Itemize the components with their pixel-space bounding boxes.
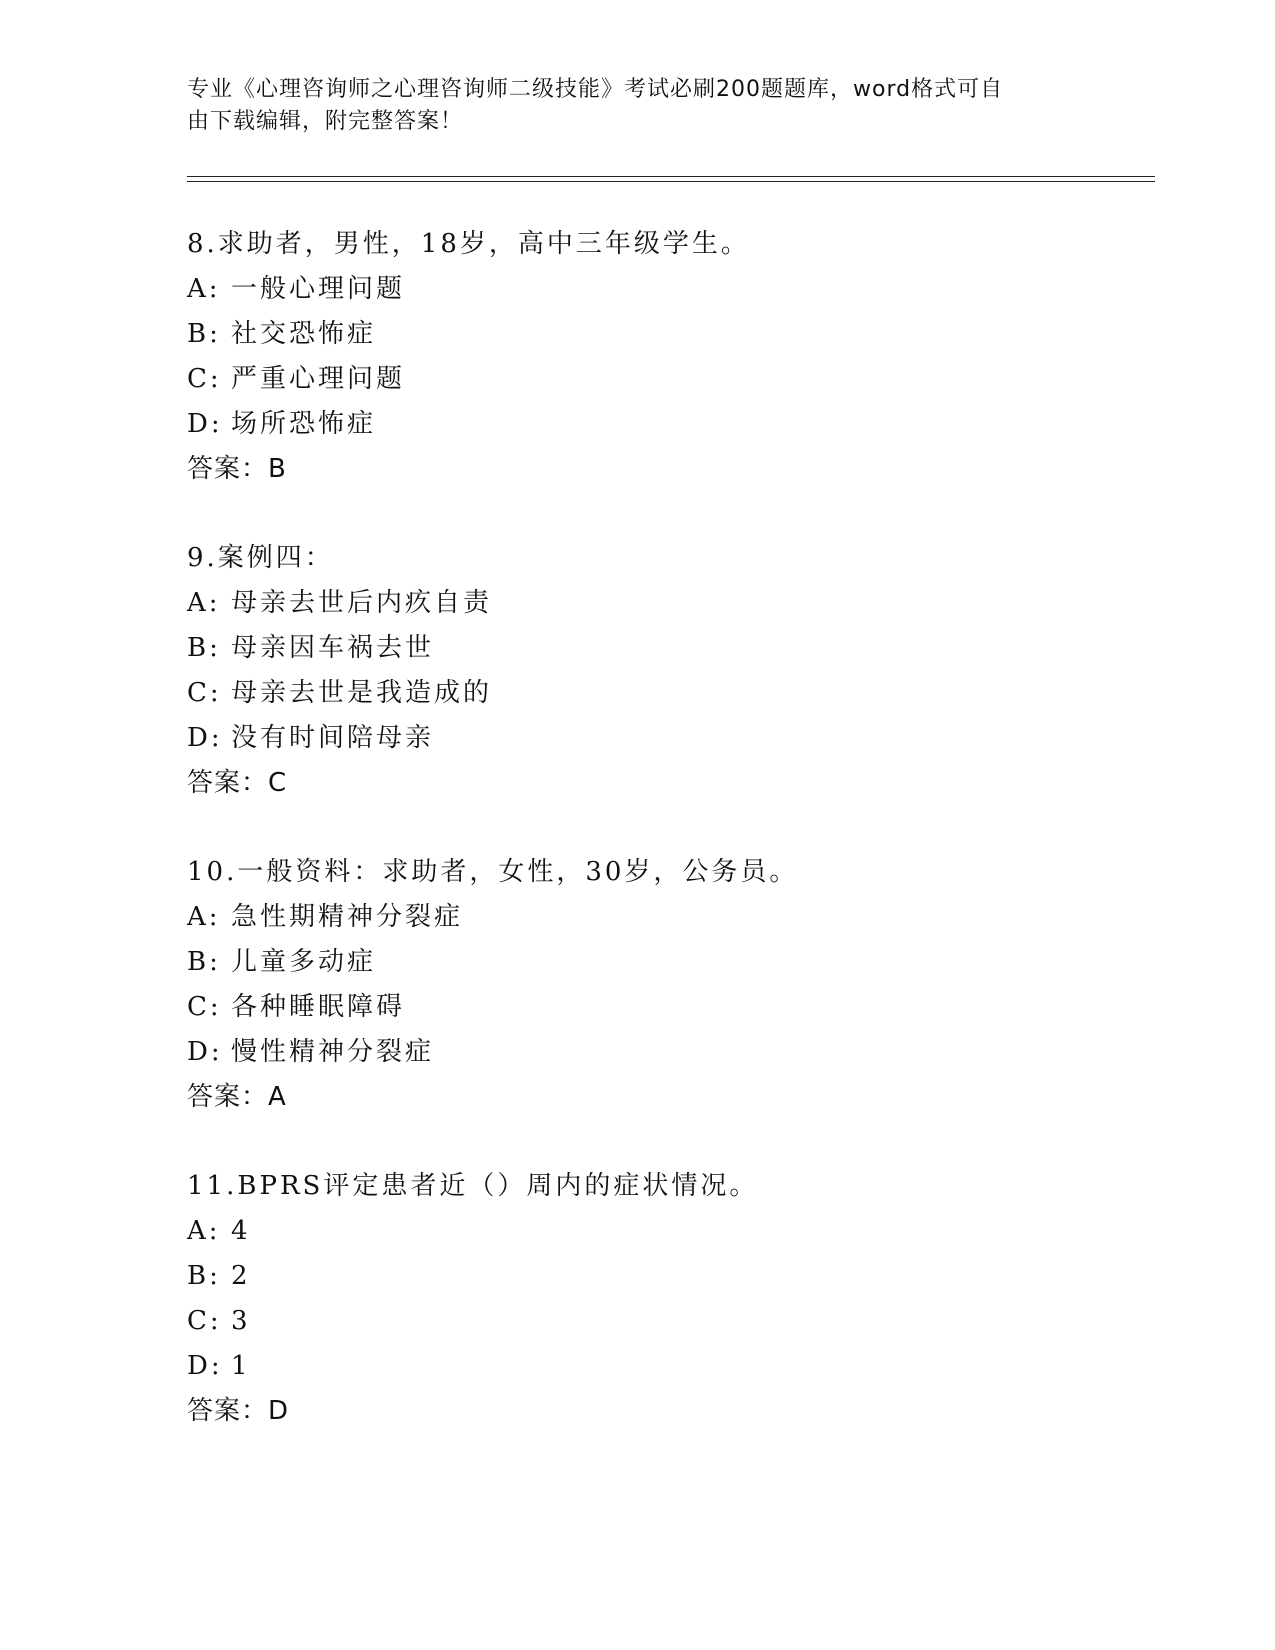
- option-letter: D:: [187, 409, 223, 439]
- question-title: 8.求助者，男性，18岁，高中三年级学生。: [187, 229, 750, 259]
- header-divider: [187, 176, 1155, 182]
- option-a: [187, 895, 1147, 940]
- answer: 答案：D: [187, 1396, 290, 1426]
- option-letter: A:: [187, 902, 221, 932]
- option-text: 3: [231, 1306, 251, 1336]
- option-text: 2: [231, 1261, 251, 1291]
- question-8: [187, 222, 1147, 492]
- option-c: [187, 357, 1147, 402]
- question-9: [187, 536, 1147, 806]
- option-letter: D:: [187, 1037, 223, 1067]
- option-b: [187, 312, 1147, 357]
- option-letter: A:: [187, 1216, 221, 1246]
- option-text: 儿童多动症: [231, 947, 377, 977]
- option-text: 没有时间陪母亲: [231, 723, 435, 753]
- option-letter: B:: [187, 319, 221, 349]
- option-letter: A:: [187, 588, 221, 618]
- option-a: [187, 581, 1147, 626]
- option-letter: D:: [187, 723, 223, 753]
- option-text: 场所恐怖症: [231, 409, 377, 439]
- option-text: 严重心理问题: [231, 364, 406, 394]
- option-c: [187, 671, 1147, 716]
- option-text: 一般心理问题: [231, 274, 406, 304]
- document-header: [187, 74, 1067, 138]
- option-b: [187, 1254, 1147, 1299]
- option-text: 社交恐怖症: [231, 319, 377, 349]
- header-line-1: 专业《心理咨询师之心理咨询师二级技能》考试必刷200题题库，word格式可自: [187, 77, 1004, 102]
- option-letter: C:: [187, 1306, 222, 1336]
- option-d: [187, 716, 1147, 761]
- option-text: 各种睡眠障碍: [231, 992, 406, 1022]
- option-d: [187, 402, 1147, 447]
- option-text: 母亲因车祸去世: [231, 633, 435, 663]
- option-text: 慢性精神分裂症: [231, 1037, 435, 1067]
- question-title: 10.一般资料：求助者，女性，30岁，公务员。: [187, 857, 799, 887]
- option-text: 母亲去世是我造成的: [231, 678, 493, 708]
- option-letter: B:: [187, 633, 221, 663]
- question-title: 9.案例四：: [187, 543, 334, 573]
- option-letter: C:: [187, 992, 222, 1022]
- option-letter: C:: [187, 364, 222, 394]
- option-c: [187, 1299, 1147, 1344]
- answer: 答案：C: [187, 768, 288, 798]
- question-10: [187, 850, 1147, 1120]
- question-title: 11.BPRS评定患者近（）周内的症状情况。: [187, 1171, 759, 1201]
- option-letter: D:: [187, 1351, 223, 1381]
- option-b: [187, 626, 1147, 671]
- option-letter: B:: [187, 947, 221, 977]
- answer: 答案：B: [187, 454, 287, 484]
- option-d: [187, 1030, 1147, 1075]
- header-line-2: 由下载编辑，附完整答案！: [187, 109, 464, 134]
- option-text: 母亲去世后内疚自责: [231, 588, 493, 618]
- option-c: [187, 985, 1147, 1030]
- option-text: 急性期精神分裂症: [231, 902, 464, 932]
- answer: 答案：A: [187, 1082, 287, 1112]
- option-text: 1: [231, 1351, 251, 1381]
- option-b: [187, 940, 1147, 985]
- option-text: 4: [231, 1216, 251, 1246]
- option-a: [187, 1209, 1147, 1254]
- option-letter: B:: [187, 1261, 221, 1291]
- option-a: [187, 267, 1147, 312]
- option-d: [187, 1344, 1147, 1389]
- option-letter: A:: [187, 274, 221, 304]
- option-letter: C:: [187, 678, 222, 708]
- question-11: [187, 1164, 1147, 1434]
